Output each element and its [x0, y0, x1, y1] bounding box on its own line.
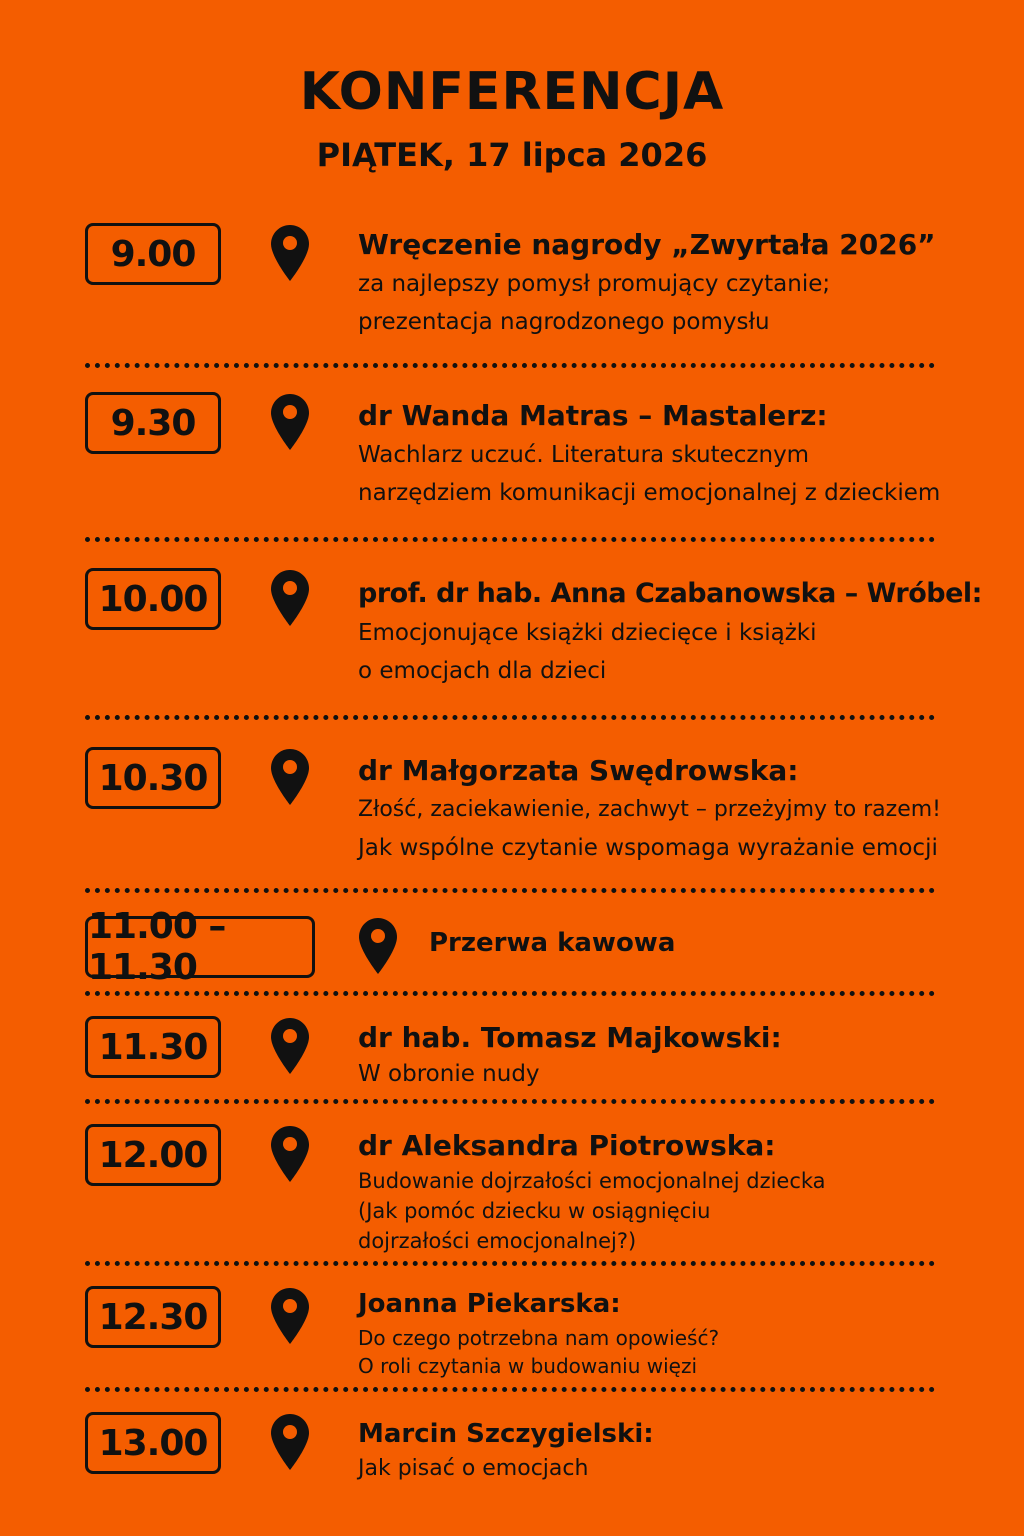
location-pin-icon [271, 1126, 309, 1182]
time-badge: 12.00 [85, 1124, 221, 1186]
item-heading: dr hab. Tomasz Majkowski: [358, 1021, 782, 1054]
item-description: Emocjonujące książki dziecięce i książki [358, 620, 817, 646]
item-description: Złość, zaciekawienie, zachwyt – przeżyjmy to razem! [358, 797, 941, 822]
item-description: o emocjach dla dzieci [358, 658, 607, 684]
location-pin-icon [271, 394, 309, 450]
item-heading: prof. dr hab. Anna Czabanowska – Wróbel: [358, 578, 982, 609]
item-heading: dr Wanda Matras – Mastalerz: [358, 399, 828, 432]
item-heading: Marcin Szczygielski: [358, 1419, 654, 1449]
time-badge: 12.30 [85, 1286, 221, 1348]
time-badge: 9.30 [85, 392, 221, 454]
item-description: W obronie nudy [358, 1061, 540, 1087]
item-description: Do czego potrzebna nam opowieść? [358, 1326, 720, 1350]
location-pin-icon [271, 1414, 309, 1470]
location-pin-icon [271, 749, 309, 805]
item-description: narzędziem komunikacji emocjonalnej z dzieckiem [358, 480, 941, 506]
time-badge: 9.00 [85, 223, 221, 285]
time-badge: 13.00 [85, 1412, 221, 1474]
location-pin-icon [359, 918, 397, 974]
page-title: KONFERENCJA [299, 62, 725, 122]
item-description: dojrzałości emocjonalnej?) [358, 1229, 637, 1253]
time-badge: 11.00 – 11.30 [85, 916, 315, 978]
dotted-divider [85, 888, 935, 893]
time-badge: 10.30 [85, 747, 221, 809]
item-heading: Wręczenie nagrody „Zwyrtała 2026” [358, 228, 936, 261]
item-description: (Jak pomóc dziecku w osiągnięciu [358, 1199, 711, 1223]
dotted-divider [85, 1261, 935, 1266]
item-description: Jak pisać o emocjach [358, 1456, 589, 1481]
item-description: Wachlarz uczuć. Literatura skutecznym [358, 442, 810, 468]
item-heading: dr Małgorzata Swędrowska: [358, 754, 799, 787]
location-pin-icon [271, 1288, 309, 1344]
time-badge: 11.30 [85, 1016, 221, 1078]
item-description: Budowanie dojrzałości emocjonalnej dziecka [358, 1169, 826, 1193]
location-pin-icon [271, 570, 309, 626]
event-date: PIĄTEK, 17 lipca 2026 [316, 136, 708, 174]
item-description: O roli czytania w budowaniu więzi [358, 1354, 698, 1378]
dotted-divider [85, 363, 935, 368]
dotted-divider [85, 1387, 935, 1392]
location-pin-icon [271, 225, 309, 281]
dotted-divider [85, 537, 935, 542]
location-pin-icon [271, 1018, 309, 1074]
dotted-divider [85, 1099, 935, 1104]
time-badge: 10.00 [85, 568, 221, 630]
dotted-divider [85, 715, 935, 720]
item-description: prezentacja nagrodzonego pomysłu [358, 309, 770, 335]
coffee-break-label: Przerwa kawowa [429, 928, 676, 958]
item-heading: Joanna Piekarska: [358, 1289, 621, 1319]
item-heading: dr Aleksandra Piotrowska: [358, 1129, 776, 1162]
dotted-divider [85, 991, 935, 996]
item-description: za najlepszy pomysł promujący czytanie; [358, 271, 831, 297]
item-description: Jak wspólne czytanie wspomaga wyrażanie emocji [358, 835, 938, 861]
